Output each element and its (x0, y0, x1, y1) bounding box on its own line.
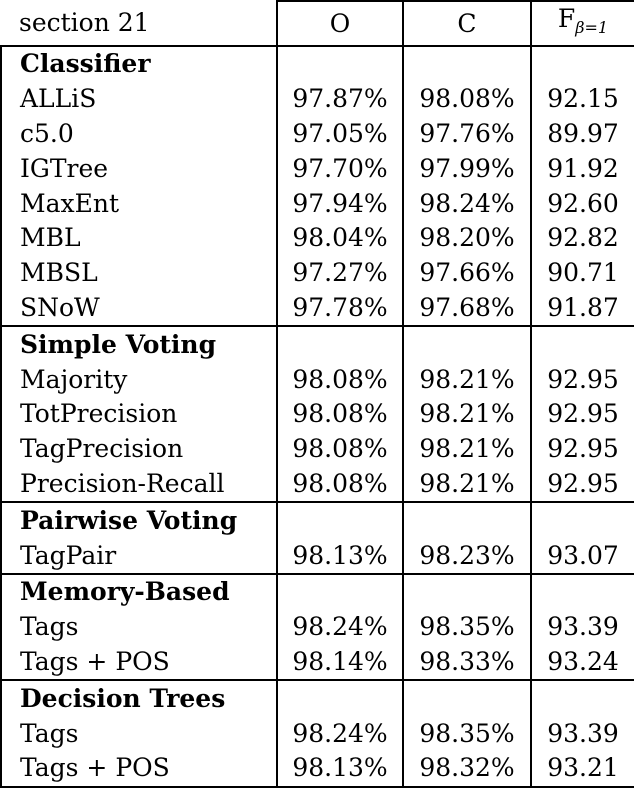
value-c: 97.76% (403, 117, 531, 152)
row-label: Precision-Recall (1, 467, 277, 503)
value-f: 92.95 (531, 467, 634, 503)
value-o: 98.04% (277, 221, 403, 256)
value-o: 98.24% (277, 716, 403, 751)
value-c: 98.35% (403, 716, 531, 751)
value-c: 98.35% (403, 610, 531, 645)
section-empty-cell (277, 326, 403, 362)
value-f: 90.71 (531, 256, 634, 291)
value-f: 92.95 (531, 397, 634, 432)
section-title: Pairwise Voting (1, 502, 277, 538)
value-c: 97.99% (403, 151, 531, 186)
value-o: 98.13% (277, 538, 403, 574)
value-f: 93.07 (531, 538, 634, 574)
table-row (1, 645, 634, 681)
section-header-row (1, 502, 634, 538)
section-title: Decision Trees (1, 680, 277, 716)
row-label: Tags (1, 610, 277, 645)
value-c: 98.21% (403, 467, 531, 503)
header-col-o: O (277, 1, 403, 46)
table-row (1, 538, 634, 574)
value-c: 98.32% (403, 751, 531, 787)
table-row (1, 432, 634, 467)
value-f: 93.39 (531, 610, 634, 645)
value-f: 91.92 (531, 151, 634, 186)
header-row (1, 1, 634, 46)
table-row (1, 221, 634, 256)
value-c: 97.66% (403, 256, 531, 291)
results-table-body (1, 1, 634, 787)
value-f: 93.39 (531, 716, 634, 751)
value-f: 93.24 (531, 645, 634, 681)
value-o: 97.94% (277, 186, 403, 221)
table-row (1, 362, 634, 397)
value-f: 92.95 (531, 432, 634, 467)
row-label: c5.0 (1, 117, 277, 152)
value-c: 98.23% (403, 538, 531, 574)
table-row (1, 186, 634, 221)
value-o: 98.13% (277, 751, 403, 787)
row-label: ALLiS (1, 82, 277, 117)
section-empty-cell (403, 502, 531, 538)
row-label: TagPair (1, 538, 277, 574)
value-c: 98.33% (403, 645, 531, 681)
section-header-row (1, 326, 634, 362)
value-f: 92.82 (531, 221, 634, 256)
header-col-c: C (403, 1, 531, 46)
section-empty-cell (531, 502, 634, 538)
table-row (1, 117, 634, 152)
table-row (1, 467, 634, 503)
row-label: Tags + POS (1, 751, 277, 787)
section-empty-cell (403, 680, 531, 716)
section-empty-cell (403, 326, 531, 362)
value-c: 98.21% (403, 362, 531, 397)
table-row (1, 751, 634, 787)
table-row (1, 716, 634, 751)
section-empty-cell (277, 680, 403, 716)
table-row (1, 82, 634, 117)
value-o: 98.08% (277, 362, 403, 397)
value-o: 98.24% (277, 610, 403, 645)
section-empty-cell (277, 502, 403, 538)
value-o: 98.08% (277, 397, 403, 432)
table-row (1, 151, 634, 186)
row-label: TagPrecision (1, 432, 277, 467)
value-f: 92.95 (531, 362, 634, 397)
section-empty-cell (403, 574, 531, 610)
value-f: 89.97 (531, 117, 634, 152)
value-c: 97.68% (403, 291, 531, 327)
value-c: 98.21% (403, 432, 531, 467)
section-empty-cell (277, 46, 403, 82)
section-empty-cell (531, 46, 634, 82)
section-title: Memory-Based (1, 574, 277, 610)
value-c: 98.08% (403, 82, 531, 117)
value-f: 92.60 (531, 186, 634, 221)
section-title: Simple Voting (1, 326, 277, 362)
table-row (1, 256, 634, 291)
row-label: MaxEnt (1, 186, 277, 221)
section-title: Classifier (1, 46, 277, 82)
row-label: MBSL (1, 256, 277, 291)
value-o: 97.87% (277, 82, 403, 117)
section-empty-cell (403, 46, 531, 82)
value-c: 98.24% (403, 186, 531, 221)
row-label: Tags + POS (1, 645, 277, 681)
value-o: 98.14% (277, 645, 403, 681)
section-empty-cell (531, 326, 634, 362)
row-label: IGTree (1, 151, 277, 186)
row-label: TotPrecision (1, 397, 277, 432)
row-label: MBL (1, 221, 277, 256)
table-row (1, 397, 634, 432)
value-f: 91.87 (531, 291, 634, 327)
row-label: Majority (1, 362, 277, 397)
section-empty-cell (531, 680, 634, 716)
header-col-f-main: F (557, 4, 576, 33)
row-label: Tags (1, 716, 277, 751)
value-c: 98.21% (403, 397, 531, 432)
section-header-row (1, 574, 634, 610)
section-empty-cell (277, 574, 403, 610)
value-o: 98.08% (277, 467, 403, 503)
table-row (1, 610, 634, 645)
section-empty-cell (531, 574, 634, 610)
value-c: 98.20% (403, 221, 531, 256)
section-header-row (1, 680, 634, 716)
row-label: SNoW (1, 291, 277, 327)
header-label: section 21 (1, 1, 277, 46)
header-col-f-subscript: β=1 (575, 18, 609, 37)
value-o: 97.27% (277, 256, 403, 291)
value-o: 97.78% (277, 291, 403, 327)
header-col-f (531, 1, 634, 46)
value-f: 92.15 (531, 82, 634, 117)
value-o: 98.08% (277, 432, 403, 467)
table-row (1, 291, 634, 327)
section-header-row (1, 46, 634, 82)
value-o: 97.05% (277, 117, 403, 152)
value-f: 93.21 (531, 751, 634, 787)
value-o: 97.70% (277, 151, 403, 186)
